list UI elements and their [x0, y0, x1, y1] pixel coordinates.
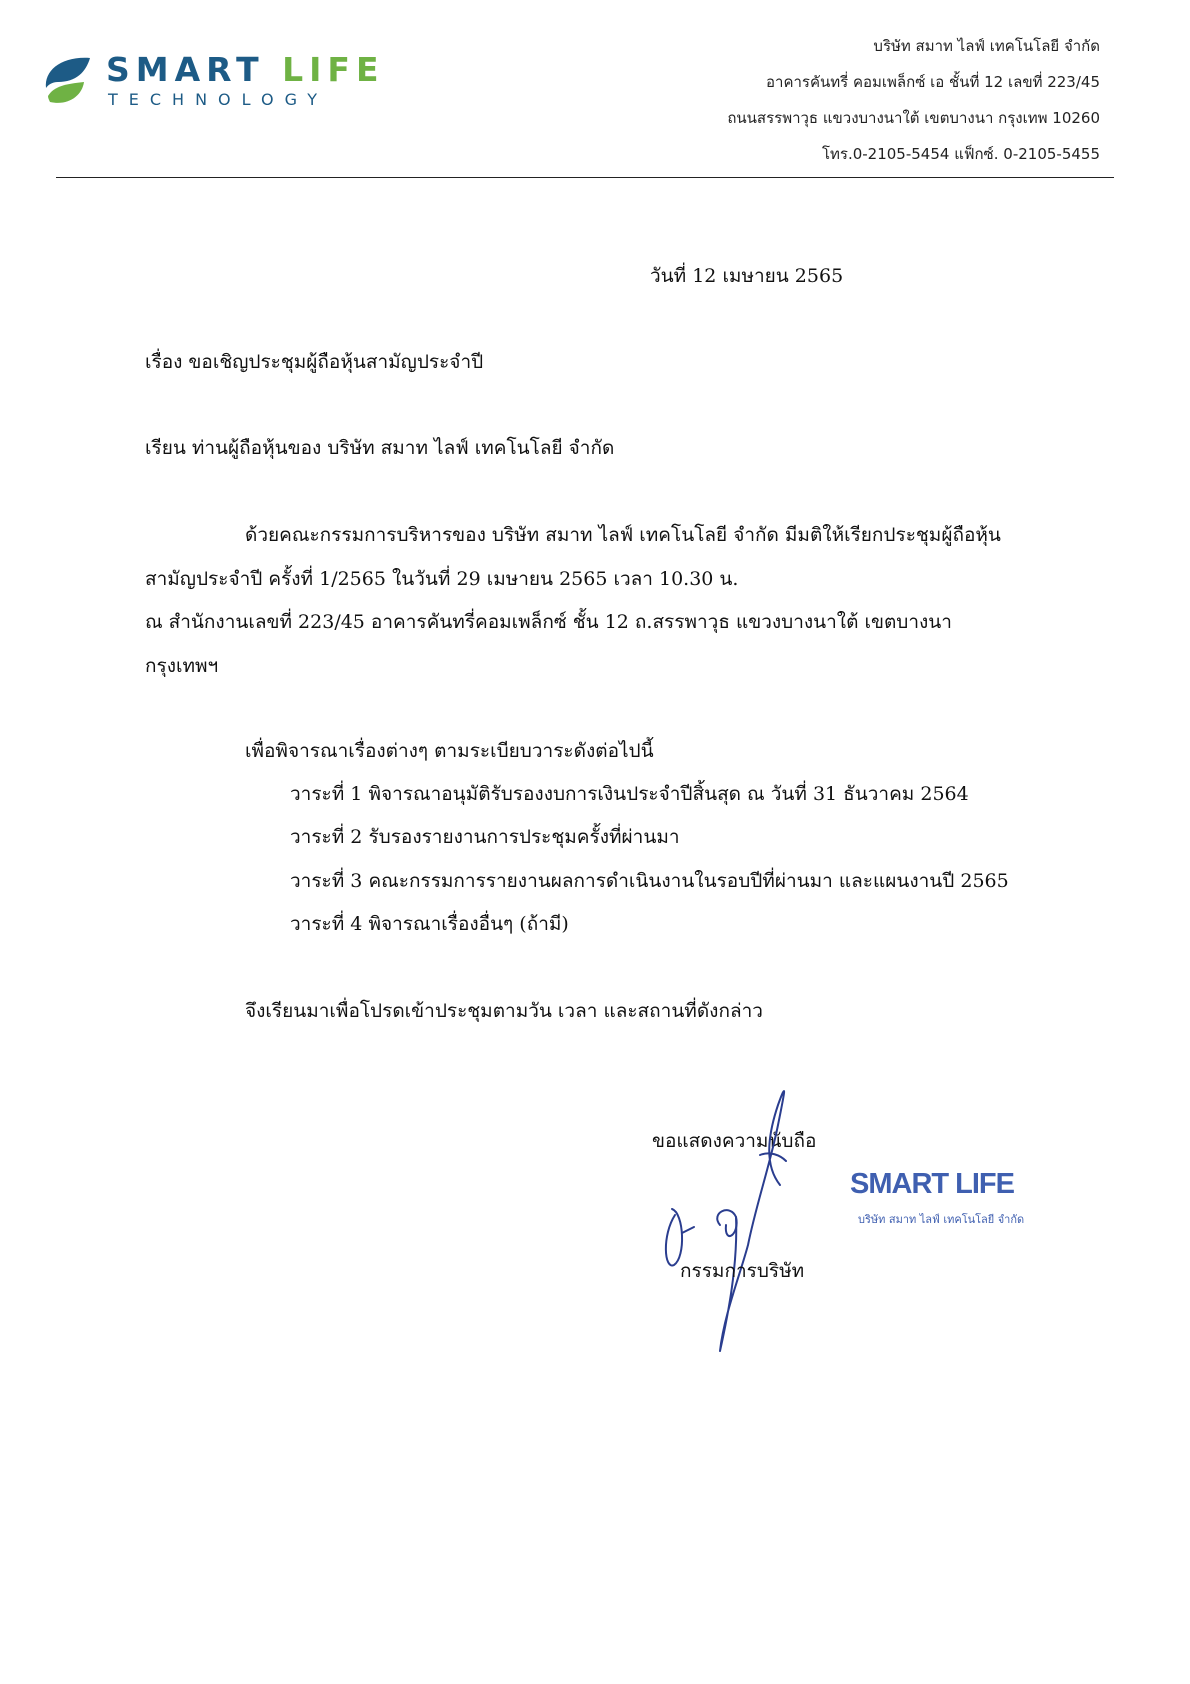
address-line-street: ถนนสรรพาวุธ แขวงบางนาใต้ เขตบางนา กรุงเทพ 10260 [727, 109, 1100, 127]
agenda-item: วาระที่ 1 พิจารณาอนุมัติรับรองงบการเงินประจำปีสิ้นสุด ณ วันที่ 31 ธันวาคม 2564 [290, 783, 969, 805]
signer-title: กรรมการบริษัท [680, 1260, 805, 1282]
header-divider [56, 177, 1114, 178]
agenda-item: วาระที่ 4 พิจารณาเรื่องอื่นๆ (ถ้ามี) [290, 913, 569, 935]
agenda-item: วาระที่ 2 รับรองรายงานการประชุมครั้งที่ผ่านมา [290, 826, 680, 848]
logo-subtitle: TECHNOLOGY [108, 90, 328, 109]
body-line: ณ สำนักงานเลขที่ 223/45 อาคารคันทรี่คอมเพล็กซ์ ชั้น 12 ถ.สรรพาวุธ แขวงบางนาใต้ เขตบางนา [145, 611, 952, 633]
company-logo [40, 50, 385, 120]
body-line: สามัญประจำปี ครั้งที่ 1/2565 ในวันที่ 29 เมษายน 2565 เวลา 10.30 น. [145, 568, 739, 590]
stamp-title: SMART LIFE [850, 1168, 1014, 1200]
logo-title-life: LIFE [282, 50, 385, 89]
closing-line: จึงเรียนมาเพื่อโปรดเข้าประชุมตามวัน เวลา และสถานที่ดังกล่าว [245, 1000, 763, 1022]
handwritten-signature [660, 1085, 850, 1355]
regards-line: ขอแสดงความนับถือ [652, 1130, 817, 1152]
agenda-intro: เพื่อพิจารณาเรื่องต่างๆ ตามระเบียบวาระดังต่อไปนี้ [245, 740, 654, 762]
body-line: กรุงเทพฯ [145, 655, 219, 677]
company-address-block [540, 28, 1100, 172]
logo-title [106, 50, 385, 89]
letter-date: วันที่ 12 เมษายน 2565 [650, 265, 844, 287]
address-line-building: อาคารคันทรี่ คอมเพล็กซ์ เอ ชั้นที่ 12 เลขที่ 223/45 [766, 73, 1100, 91]
leaf-logo-icon [40, 52, 96, 108]
letter-recipient: เรียน ท่านผู้ถือหุ้นของ บริษัท สมาท ไลฟ์ เทคโนโลยี จำกัด [145, 437, 615, 459]
agenda-item: วาระที่ 3 คณะกรรมการรายงานผลการดำเนินงานในรอบปีที่ผ่านมา และแผนงานปี 2565 [290, 870, 1009, 892]
company-stamp [850, 1168, 1025, 1238]
body-line: ด้วยคณะกรรมการบริหารของ บริษัท สมาท ไลฟ์ เทคโนโลยี จำกัด มีมติให้เรียกประชุมผู้ถือหุ้น [245, 524, 1001, 546]
logo-title-smart: SMART [106, 50, 265, 89]
stamp-subtitle: บริษัท สมาท ไลฟ์ เทคโนโลยี จำกัด [858, 1213, 1025, 1226]
letter-subject: เรื่อง ขอเชิญประชุมผู้ถือหุ้นสามัญประจำปี [145, 351, 484, 373]
address-line-phone: โทร.0-2105-5454 แฟ็กซ์. 0-2105-5455 [821, 145, 1100, 163]
address-line-company: บริษัท สมาท ไลฟ์ เทคโนโลยี จำกัด [873, 37, 1100, 55]
